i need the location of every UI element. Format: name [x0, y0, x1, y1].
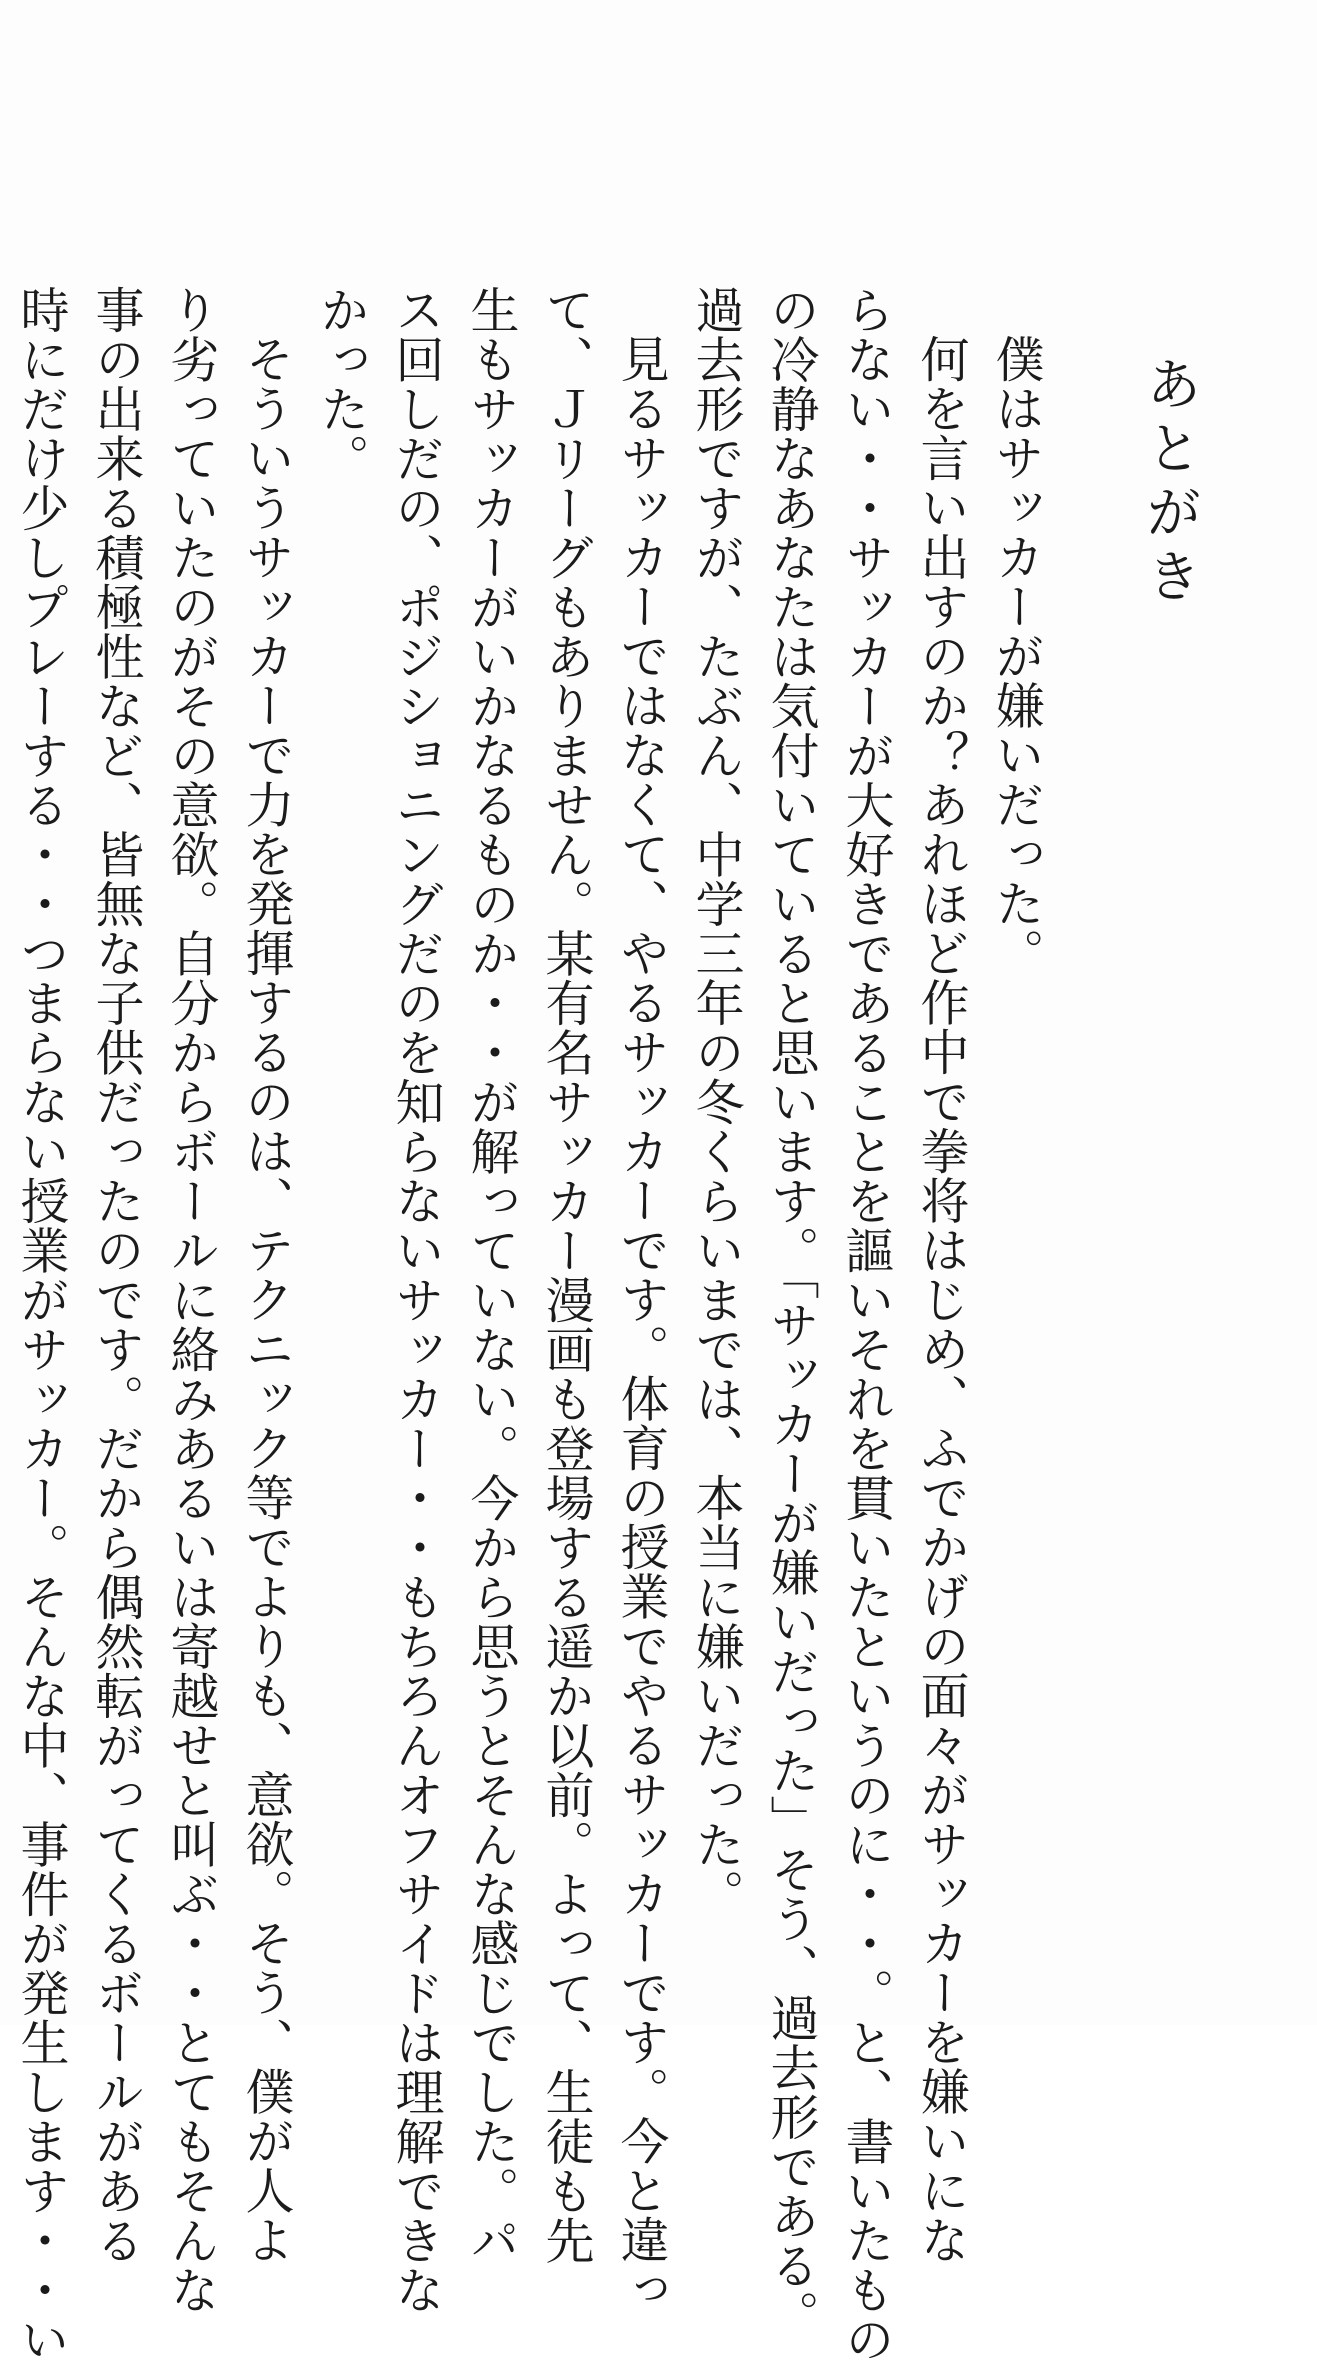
- text-line: かった。: [313, 285, 370, 483]
- page-title: あとがき: [1137, 355, 1202, 611]
- text-line: 事の出来る積極性など、皆無な子供だったのです。だから偶然転がってくるボールがある: [88, 285, 145, 2265]
- afterword-text: [4, 285, 1207, 2364]
- text-line: らない・・サッカーが大好きであることを謳いそれを貫いたというのに・・。と、書いたもの: [838, 285, 895, 2364]
- text-line: そういうサッカーで力を発揮するのは、テクニック等でよりも、意欲。そう、僕が人よ: [238, 334, 295, 2265]
- text-line: 何を言い出すのか？あれほど作中で拳将はじめ、ふでかげの面々がサッカーを嫌いにな: [913, 334, 970, 2265]
- text-line: 見るサッカーではなくて、やるサッカーです。体育の授業でやるサッカーです。今と違っ: [613, 334, 670, 2314]
- text-line: 過去形ですが、たぶん、中学三年の冬くらいまでは、本当に嫌いだった。: [688, 285, 745, 1919]
- text-line: り劣っていたのがその意欲。自分からボールに絡みあるいは寄越せと叫ぶ・・とてもそんな: [163, 285, 220, 2315]
- text-line: 僕はサッカーが嫌いだった。: [988, 334, 1045, 978]
- text-line: 生もサッカーがいかなるものか・・が解っていない。今から思うとそんな感じでした。パ: [463, 285, 520, 2265]
- text-line: 時にだけ少しプレーする・・つまらない授業がサッカー。そんな中、事件が発生します・・い: [13, 285, 70, 2364]
- text-line: ス回しだの、ポジショニングだのを知らないサッカー・・もちろんオフサイドは理解できな: [388, 285, 445, 2315]
- text-line: て、Ｊリーグもありません。某有名サッカー漫画も登場する遥か以前。よって、生徒も先: [538, 285, 595, 2265]
- text-line: の冷静なあなたは気付いていると思います。「サッカーが嫌いだった」そう、過去形である。: [763, 285, 820, 2340]
